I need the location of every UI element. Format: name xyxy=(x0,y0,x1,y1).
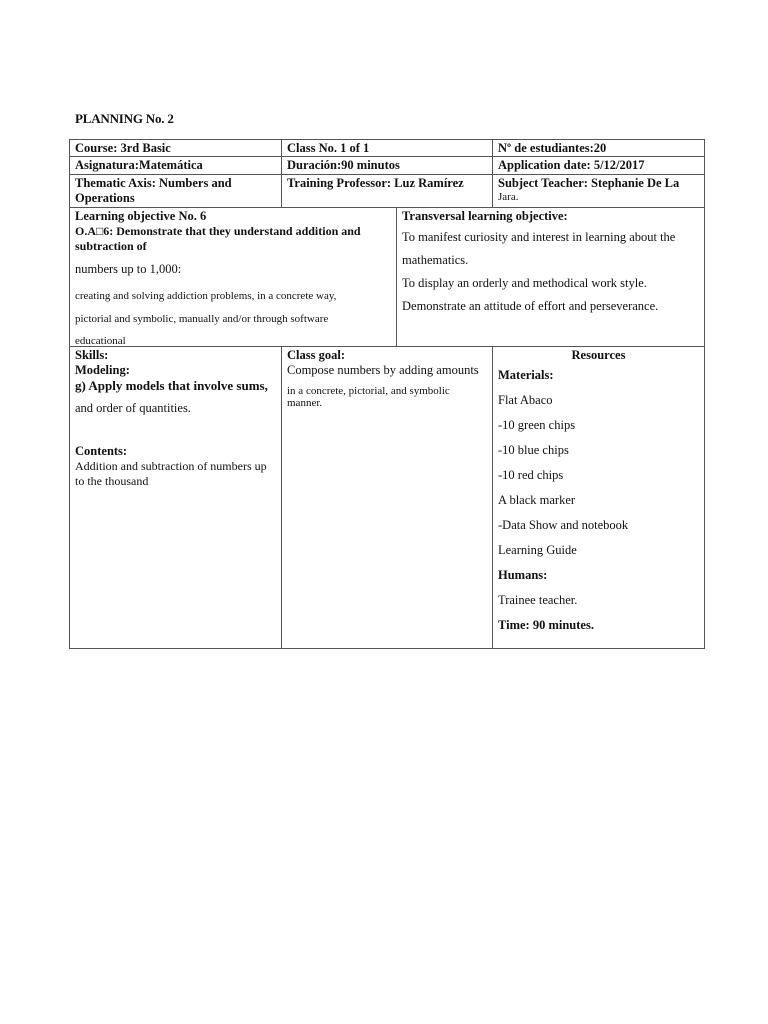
material-item: -Data Show and notebook xyxy=(498,518,629,532)
objectives-row xyxy=(69,207,705,346)
learning-objective-heading: Learning objective No. 6 xyxy=(75,209,207,223)
header-row-1 xyxy=(69,139,705,156)
details-row xyxy=(69,346,705,649)
learning-objective-line5: educational xyxy=(75,335,126,346)
subject-teacher-cont: Jara. xyxy=(498,191,519,203)
resources-heading: Resources xyxy=(571,348,626,362)
humans-text: Trainee teacher. xyxy=(498,593,578,607)
transversal-objective-heading: Transversal learning objective: xyxy=(402,209,568,223)
material-item: Flat Abaco xyxy=(498,393,553,407)
subject-teacher-label: Subject Teacher: Stephanie De La xyxy=(498,176,680,190)
subject-teacher-cell xyxy=(492,175,704,207)
header-row-3 xyxy=(69,174,705,207)
learning-objective-line4: pictorial and symbolic, manually and/or through software xyxy=(75,313,329,325)
transversal-objective-cell xyxy=(396,208,704,346)
class-number-cell: Class No. 1 of 1 xyxy=(281,140,492,156)
modeling-heading: Modeling: xyxy=(75,363,130,377)
transversal-objective-line2: mathematics. xyxy=(402,253,469,267)
learning-objective-line2: numbers up to 1,000: xyxy=(75,262,182,276)
resources-cell xyxy=(492,347,704,648)
time-text: Time: 90 minutes. xyxy=(498,618,594,632)
skills-item-cont: and order of quantities. xyxy=(75,401,191,415)
planning-table xyxy=(69,139,705,649)
material-item: A black marker xyxy=(498,493,576,507)
training-professor-cell: Training Professor: Luz Ramírez xyxy=(281,175,492,207)
subject-cell: Asignatura:Matemática xyxy=(75,158,203,172)
material-item: -10 red chips xyxy=(498,468,564,482)
material-item: -10 green chips xyxy=(498,418,576,432)
material-item: -10 blue chips xyxy=(498,443,569,457)
skills-cell xyxy=(70,347,281,648)
students-cell: Nº de estudiantes:20 xyxy=(492,140,704,156)
class-goal-cell xyxy=(281,347,492,648)
material-item: Learning Guide xyxy=(498,543,577,557)
course-cell: Course: 3rd Basic xyxy=(75,141,171,155)
skills-heading: Skills: xyxy=(75,348,109,362)
learning-objective-code: O.A□6: Demonstrate that they understand addition and subtraction of xyxy=(75,224,361,253)
humans-heading: Humans: xyxy=(498,568,548,582)
learning-objective-line3: creating and solving addiction problems, in a concrete way, xyxy=(75,290,337,302)
transversal-objective-line1: To manifest curiosity and interest in learning about the xyxy=(402,230,676,244)
application-date-cell: Application date: 5/12/2017 xyxy=(492,157,704,174)
transversal-objective-line4: Demonstrate an attitude of effort and perseverance. xyxy=(402,299,659,313)
class-goal-line1: Compose numbers by adding amounts xyxy=(287,363,479,377)
transversal-objective-line3: To display an orderly and methodical work style. xyxy=(402,276,647,290)
materials-heading: Materials: xyxy=(498,368,554,382)
document-title: PLANNING No. 2 xyxy=(75,111,174,126)
duration-cell: Duración:90 minutos xyxy=(281,157,492,174)
header-row-2 xyxy=(69,156,705,174)
contents-heading: Contents: xyxy=(75,444,128,458)
contents-text: Addition and subtraction of numbers up to the thousand xyxy=(75,459,267,488)
learning-objective-cell xyxy=(70,208,396,346)
thematic-axis-cell: Thematic Axis: Numbers and Operations xyxy=(75,176,232,205)
skills-item: g) Apply models that involve sums, xyxy=(75,378,268,393)
class-goal-line2: in a concrete, pictorial, and symbolic manner. xyxy=(287,385,450,409)
class-goal-heading: Class goal: xyxy=(287,348,345,362)
